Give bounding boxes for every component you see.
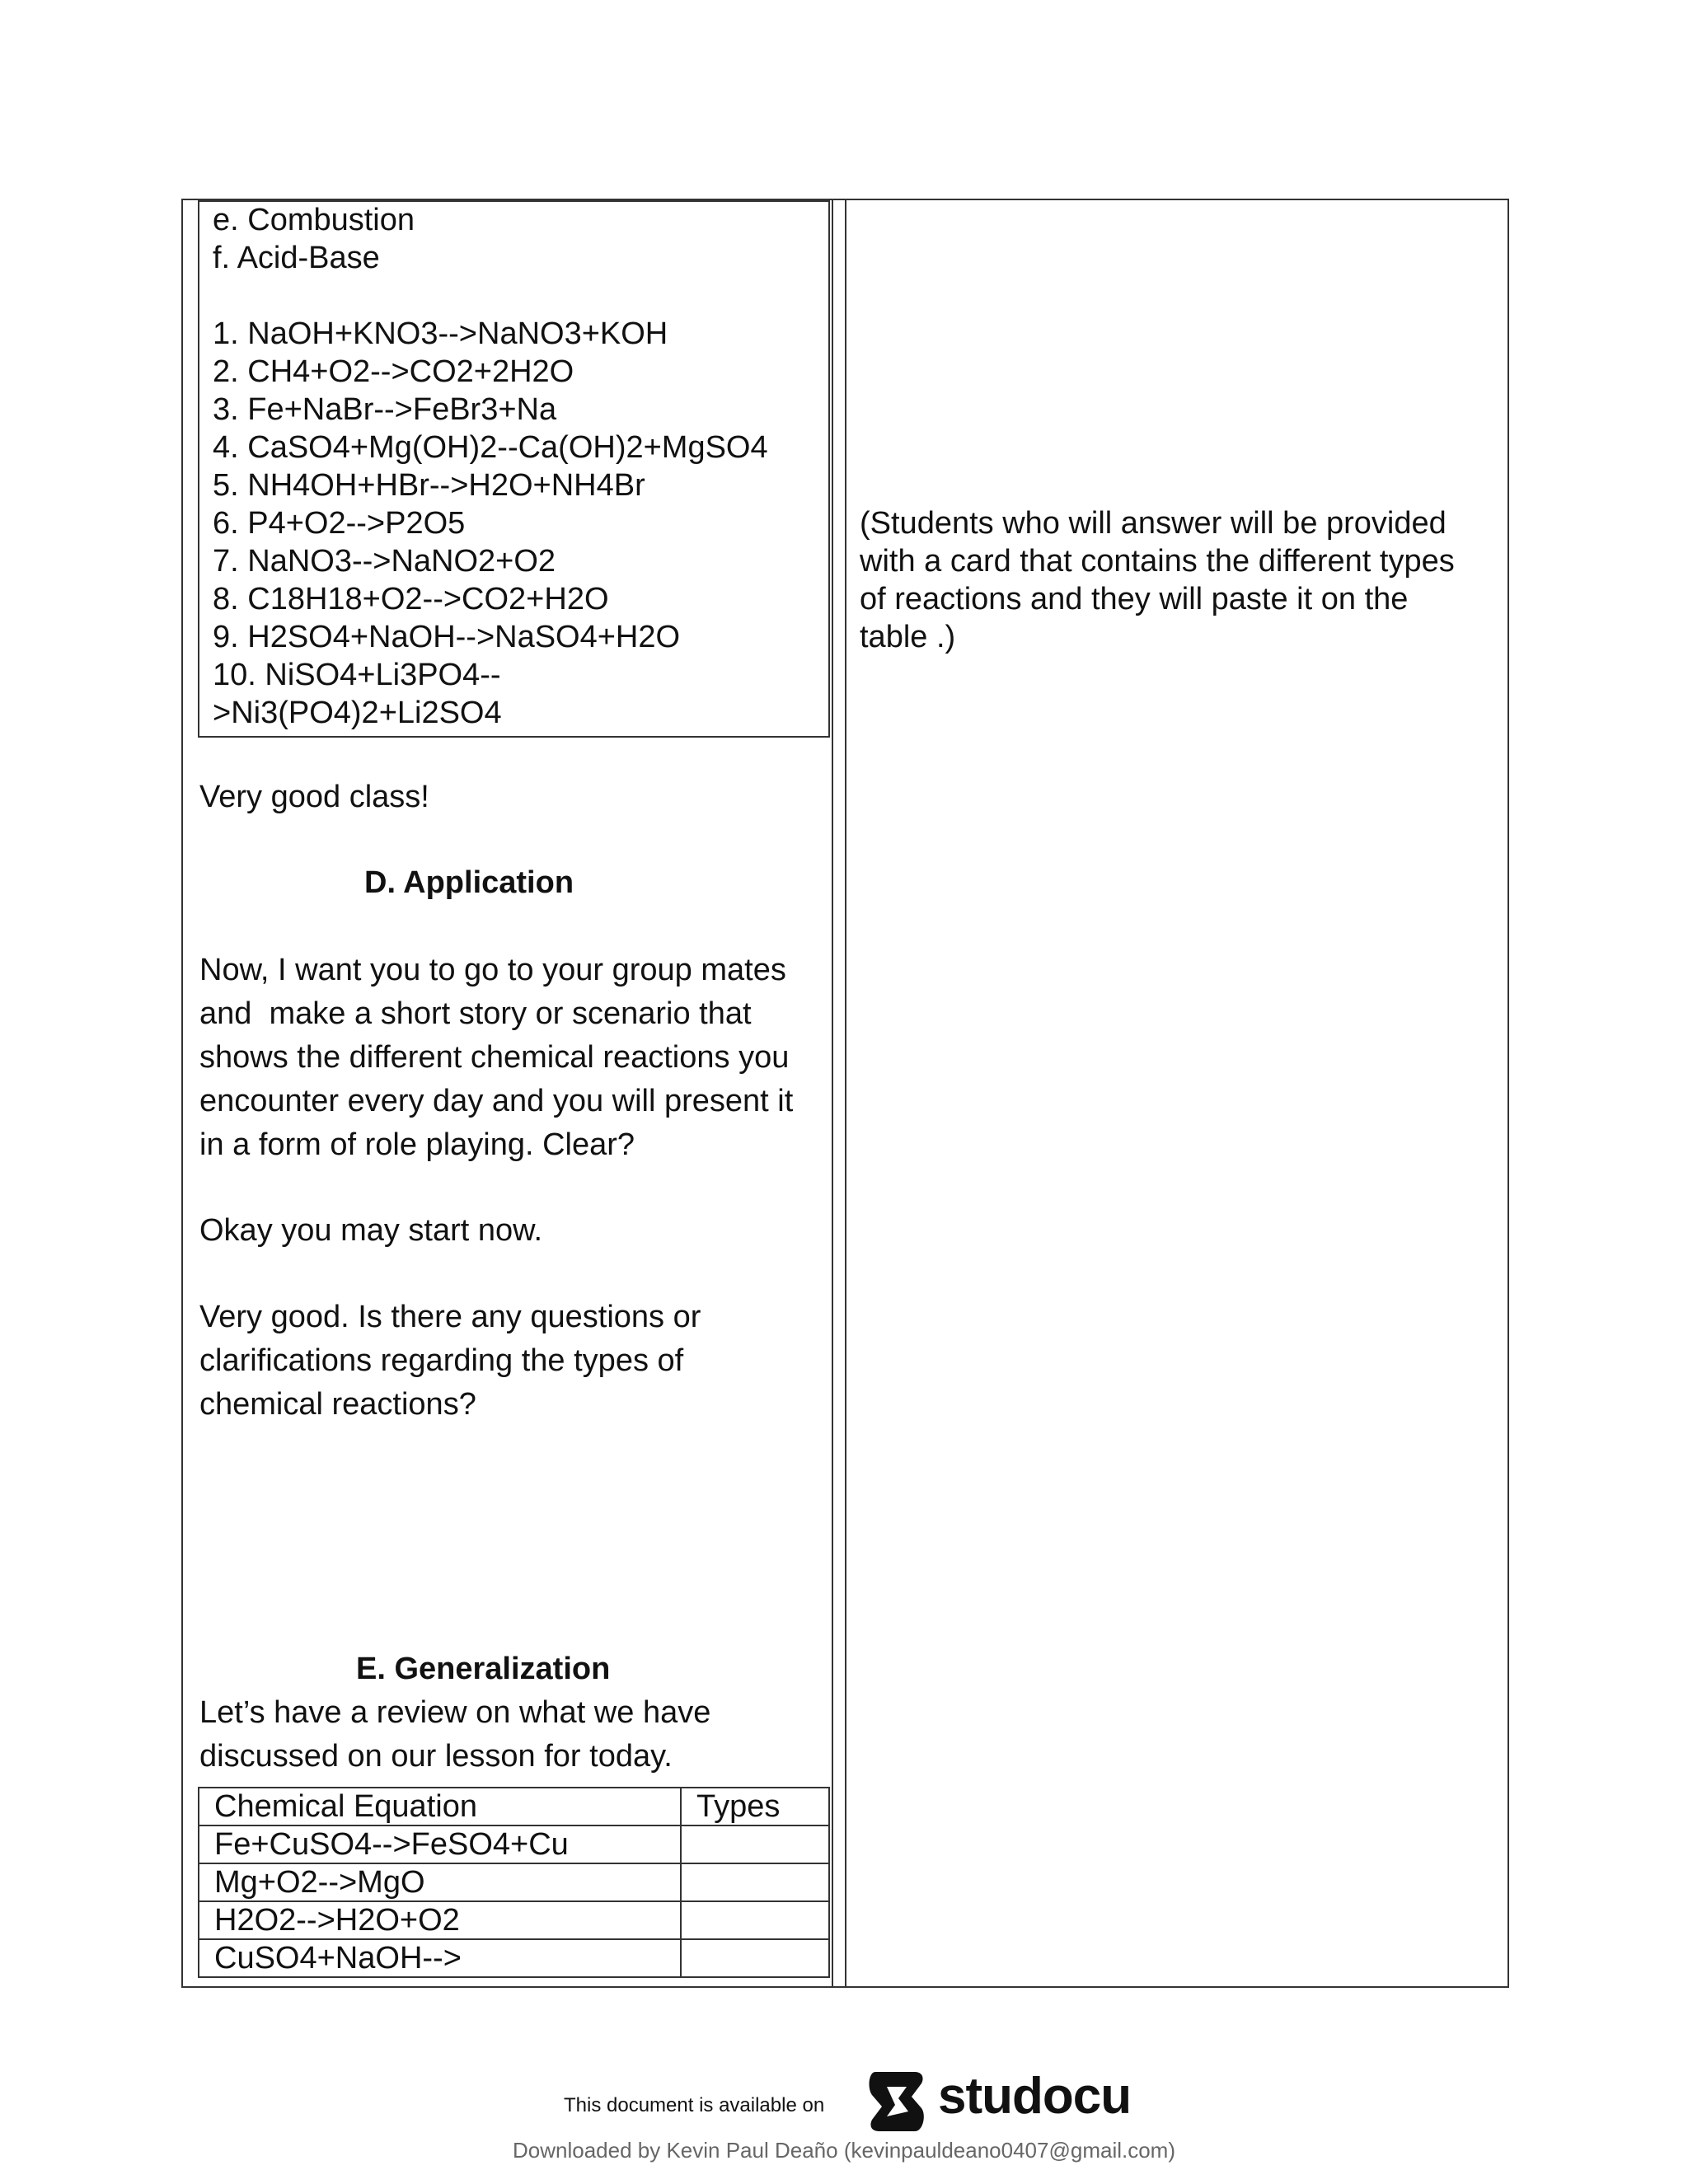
downloaded-by-text: Downloaded by Kevin Paul Deaño (kevinpauldeano0407@gmail.com) bbox=[513, 2138, 1175, 2163]
table-row bbox=[199, 1939, 829, 1977]
type-cell[interactable] bbox=[681, 1901, 829, 1939]
equation-cell: Fe+CuSO4-->FeSO4+Cu bbox=[199, 1825, 681, 1863]
application-heading: D. Application bbox=[364, 865, 574, 900]
generalization-heading: E. Generalization bbox=[356, 1652, 611, 1686]
start-text: Okay you may start now. bbox=[199, 1213, 543, 1248]
equation-item: >Ni3(PO4)2+Li2SO4 bbox=[213, 696, 502, 730]
students-note: (Students who will answer will be provided with a card that contains the different types of reactions and they will paste it on the table .) bbox=[860, 506, 1455, 654]
equation-item: 9. H2SO4+NaOH-->NaSO4+H2O bbox=[213, 620, 681, 654]
generalization-table bbox=[198, 1787, 830, 1978]
header-cell: Types bbox=[681, 1788, 829, 1825]
praise-text: Very good class! bbox=[199, 780, 429, 814]
equation-cell: CuSO4+NaOH--> bbox=[199, 1939, 681, 1977]
table-row bbox=[199, 1825, 829, 1863]
table-row bbox=[199, 1863, 829, 1901]
studocu-logo-text[interactable]: studocu bbox=[938, 2068, 1132, 2125]
equation-item: 2. CH4+O2-->CO2+2H2O bbox=[213, 354, 574, 389]
table-header-row bbox=[199, 1788, 829, 1825]
column-divider bbox=[845, 199, 846, 1988]
header-cell: Chemical Equation bbox=[199, 1788, 681, 1825]
equation-item: 5. NH4OH+HBr-->H2O+NH4Br bbox=[213, 468, 645, 503]
equation-item: 1. NaOH+KNO3-->NaNO3+KOH bbox=[213, 316, 668, 351]
spacer bbox=[213, 277, 768, 315]
reaction-list bbox=[213, 201, 768, 732]
equation-cell: H2O2-->H2O+O2 bbox=[199, 1901, 681, 1939]
equation-cell: Mg+O2-->MgO bbox=[199, 1863, 681, 1901]
application-paragraph: Now, I want you to go to your group mates and make a short story or scenario that shows the different chemical reactions you encounter every day and you will present it in a form of role playing. Clear? bbox=[199, 953, 794, 1162]
option-item: f. Acid-Base bbox=[213, 241, 380, 275]
option-item: e. Combustion bbox=[213, 203, 415, 237]
table-row bbox=[199, 1901, 829, 1939]
type-cell[interactable] bbox=[681, 1939, 829, 1977]
type-cell[interactable] bbox=[681, 1863, 829, 1901]
equation-item: 7. NaNO3-->NaNO2+O2 bbox=[213, 544, 556, 579]
equation-item: 8. C18H18+O2-->CO2+H2O bbox=[213, 582, 609, 616]
generalization-intro: Let’s have a review on what we have discussed on our lesson for today. bbox=[199, 1695, 711, 1774]
studocu-logo-icon[interactable] bbox=[865, 2069, 928, 2135]
questions-text: Very good. Is there any questions or clarifications regarding the types of chemical reactions? bbox=[199, 1300, 701, 1422]
equation-item: 10. NiSO4+Li3PO4-- bbox=[213, 658, 501, 692]
availability-text: This document is available on bbox=[564, 2094, 825, 2116]
type-cell[interactable] bbox=[681, 1825, 829, 1863]
equation-item: 4. CaSO4+Mg(OH)2--Ca(OH)2+MgSO4 bbox=[213, 430, 768, 465]
equation-item: 6. P4+O2-->P2O5 bbox=[213, 506, 466, 541]
equation-item: 3. Fe+NaBr-->FeBr3+Na bbox=[213, 392, 557, 427]
